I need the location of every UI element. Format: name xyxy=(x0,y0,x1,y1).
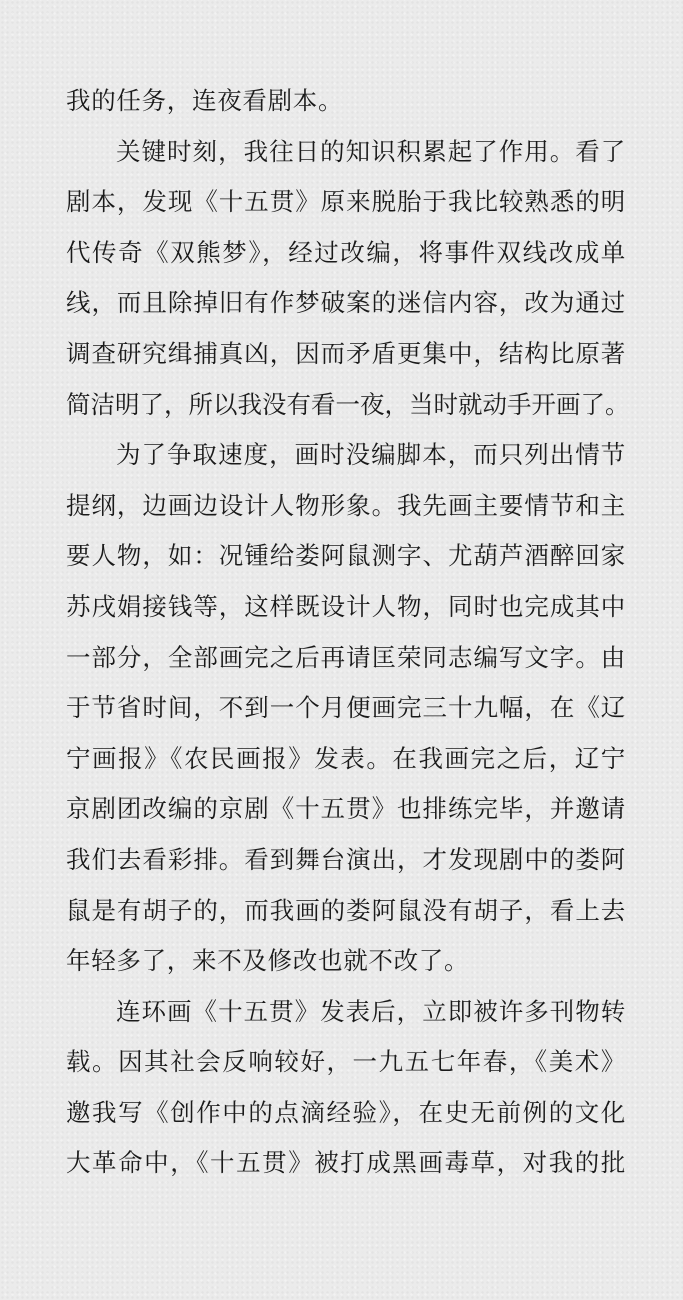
text-line: 苏戌娟接钱等，这样既设计人物，同时也完成其中 xyxy=(66,591,626,621)
text-line: 邀我写《创作中的点滴经验》，在史无前例的文化 xyxy=(66,1097,626,1127)
text-line: 京剧团改编的京剧《十五贯》也排练完毕，并邀请 xyxy=(66,794,626,824)
text-line: 年轻多了，来不及修改也就不改了。 xyxy=(66,946,470,976)
text-line: 一部分，全部画完之后再请匡荣同志编写文字。由 xyxy=(66,642,626,672)
text-line: 连环画《十五贯》发表后，立即被许多刊物转 xyxy=(116,996,626,1026)
text-line: 线，而且除掉旧有作梦破案的迷信内容，改为通过 xyxy=(66,288,626,318)
text-line: 要人物，如：况锺给娄阿鼠测字、尤葫芦酒醉回家 xyxy=(66,541,626,571)
text-line: 剧本，发现《十五贯》原来脱胎于我比较熟悉的明 xyxy=(66,187,626,217)
text-line: 大革命中，《十五贯》被打成黑画毒草，对我的批 xyxy=(66,1148,626,1178)
text-line: 鼠是有胡子的，而我画的娄阿鼠没有胡子，看上去 xyxy=(66,895,626,925)
text-line: 宁画报》《农民画报》发表。在我画完之后，辽宁 xyxy=(66,743,626,773)
text-line: 提纲，边画边设计人物形象。我先画主要情节和主 xyxy=(66,490,626,520)
text-line: 关键时刻，我往日的知识积累起了作用。看了 xyxy=(116,136,626,166)
text-line: 我们去看彩排。看到舞台演出，才发现剧中的娄阿 xyxy=(66,844,626,874)
text-line: 我的任务，连夜看剧本。 xyxy=(66,86,344,115)
body-text xyxy=(66,79,630,1192)
text-line: 调查研究缉捕真凶，因而矛盾更集中，结构比原著 xyxy=(66,338,626,368)
text-line: 为了争取速度，画时没编脚本，而只列出情节 xyxy=(116,440,626,470)
text-line: 载。因其社会反响较好，一九五七年春，《美术》 xyxy=(66,1047,626,1077)
text-line: 于节省时间，不到一个月便画完三十九幅，在《辽 xyxy=(66,693,626,723)
text-line: 代传奇《双熊梦》，经过改编，将事件双线改成单 xyxy=(66,237,626,267)
text-line: 简洁明了，所以我没有看一夜，当时就动手开画了。 xyxy=(66,389,630,419)
